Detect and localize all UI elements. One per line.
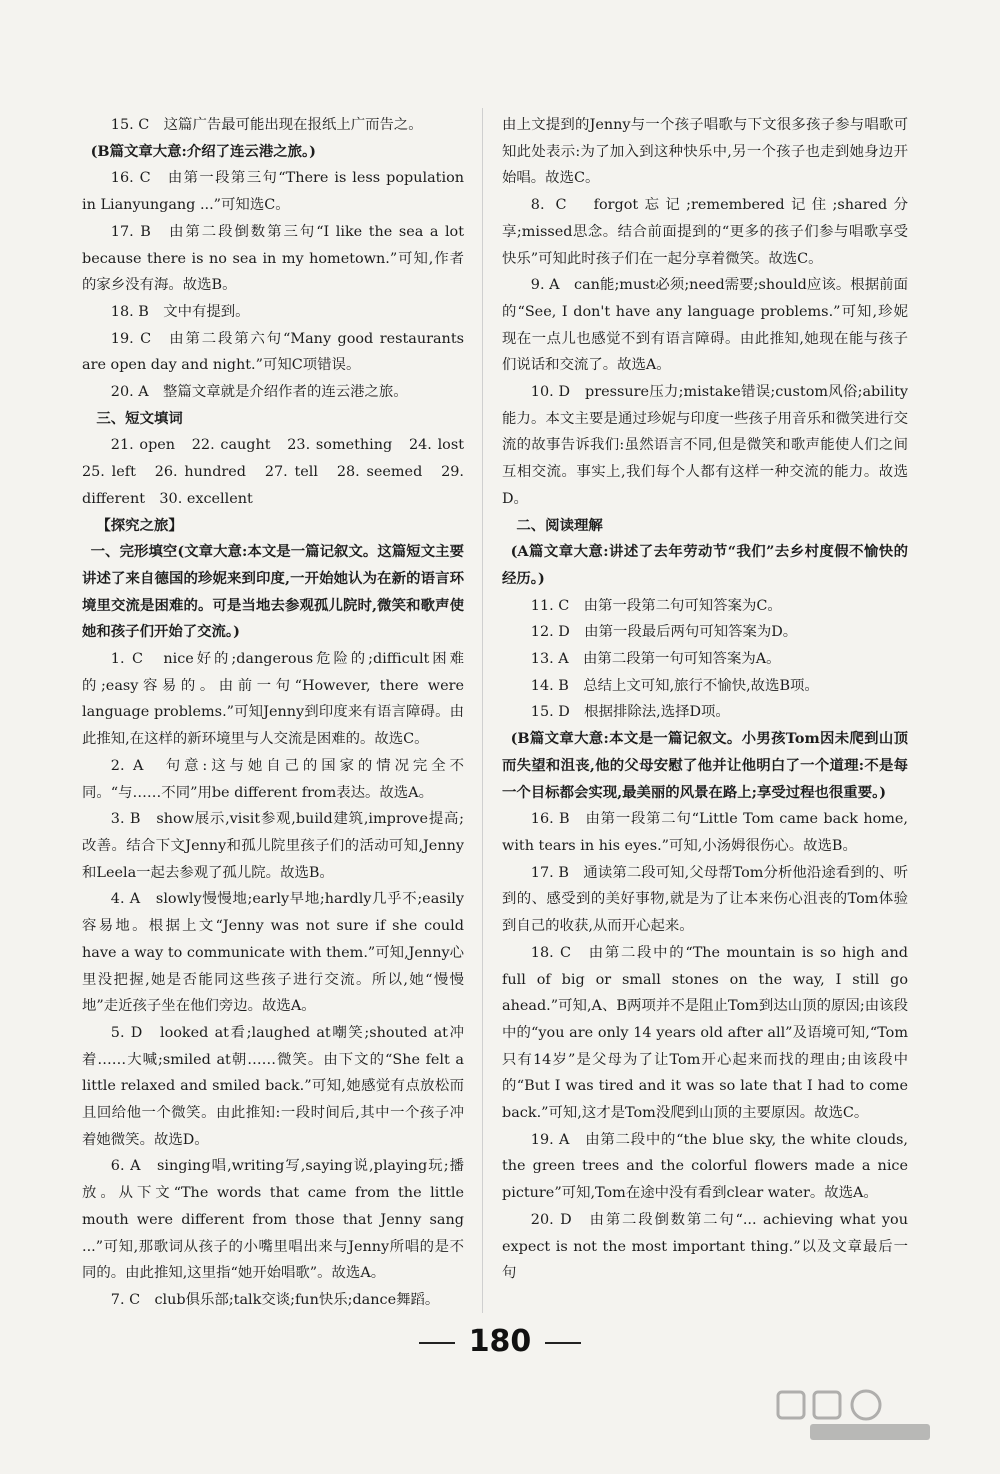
answer-paragraph: 1. C nice好的;dangerous危险的;difficult困难的;easy容易的。由前一句“However, there were language problems.”可知Jenny到印度来有语言障碍。由此推知,在这样的新环境里与人交流是困难的。故选C。	[82, 651, 464, 748]
answer-paragraph: 14. B 总结上文可知,旅行不愉快,故选B项。	[530, 677, 819, 694]
answer-paragraph: 18. C 由第二段中的“The mountain is so high and full of big or small stones on the way, I still go ahead.”可知,A、B两项并不是阻止Tom到达山顶的原因;由该段中的“you are only 14 years old after all”及语境可知,“Tom只有14岁”是父母为了让Tom开心起来而找的理由;由该段中的“But I was tired and it was so late that I had to come back.”可知,这才是Tom没爬到山顶的主要原因。故选C。	[502, 944, 908, 1122]
left-column	[82, 112, 479, 1314]
answer-paragraph: 20. A 整篇文章就是介绍作者的连云港之旅。	[110, 384, 408, 401]
answer-paragraph: 17. B 通读第二段可知,父母帮Tom分析他沿途看到的、听到的、感受到的美好事物,就是为了让本来伤心沮丧的Tom体验到自己的收获,从而开心起来。	[502, 864, 908, 935]
answer-paragraph: 3. B show展示,visit参观,build建筑,improve提高;改善。结合下文Jenny和孤儿院里孩子们的活动可知,Jenny和Leela一起去参观了孤儿院。故选B。	[82, 811, 464, 881]
answer-paragraph: 13. A 由第二段第一句可知答案为A。	[530, 651, 781, 668]
answer-paragraph: 12. D 由第一段最后两句可知答案为D。	[530, 624, 798, 641]
page-number: 180	[0, 1324, 1000, 1359]
answer-paragraph: 7. C club俱乐部;talk交谈;fun快乐;dance舞蹈。	[110, 1291, 440, 1308]
answer-paragraph: 5. D looked at看;laughed at嘲笑;shouted at冲着……大喊;smiled at朝……微笑。由下文的“She felt a little relaxed and smiled back.”可知,她感觉有点放松而且回给他一个微笑。由此推知:一段时间后,其中一个孩子冲着她微笑。故选D。	[82, 1024, 464, 1148]
answer-paragraph: 16. C 由第一段第三句“There is less population in Lianyungang ...”可知选C。	[82, 170, 464, 214]
answer-paragraph: 17. B 由第二段倒数第三句“I like the sea a lot because there is no sea in my hometown.”可知,作者的家乡没有海。故选B。	[82, 223, 464, 294]
answer-paragraph: 21. open 22. caught 23. something 24. lost 25. left 26. hundred 27. tell 28. seemed 29. different 30. excellent	[82, 437, 479, 507]
answer-paragraph: 8. C forgot忘记;remembered记住;shared分享;missed思念。结合前面提到的“更多的孩子们参与唱歌享受快乐”可知此时孩子们在一起分享着微笑。故选C。	[502, 197, 908, 267]
answer-paragraph: 19. A 由第二段中的“the blue sky, the white clouds, the green trees and the colorful flowers made a nice picture”可知,Tom在途中没有看到clear water。故选A。	[502, 1131, 908, 1202]
answer-paragraph: 2. A 句意:这与她自己的国家的情况完全不同。“与……不同”用be different from表达。故选A。	[82, 757, 464, 801]
article-summary: (B篇文章大意:本文是一篇记叙文。小男孩Tom因未爬到山顶而失望和沮丧,他的父母安慰了他并让他明白了一个道理:不是每一个目标都会实现,最美丽的风景在路上;享受过程也很重要。)	[502, 730, 908, 801]
section-heading: 三、短文填词	[96, 409, 183, 427]
watermark-logo	[770, 1386, 970, 1446]
answer-paragraph: 20. D 由第二段倒数第二句“... achieving what you expect is not the most important thing.”以及文章最后一句	[502, 1211, 908, 1282]
section-heading: 二、阅读理解	[516, 516, 603, 534]
answer-paragraph: 11. C 由第一段第二句可知答案为C。	[530, 597, 782, 614]
column-divider	[482, 108, 483, 1313]
section-heading: 【探究之旅】	[96, 516, 183, 534]
right-column	[502, 112, 908, 1287]
answer-paragraph: 19. C 由第二段第六句“Many good restaurants are open day and night.”可知C项错误。	[82, 330, 464, 374]
answer-paragraph: 6. A singing唱,writing写,saying说,playing玩;播放。从下文“The words that came from the little mouth were different from those that Jenny sang ...”可知,那歌词从孩子的小嘴里唱出来与Jenny所唱的是不同的。由此推知,这里指“她开始唱歌”。故选A。	[82, 1158, 464, 1282]
answer-paragraph: 15. D 根据排除法,选择D项。	[530, 704, 730, 721]
answer-paragraph: 15. C 这篇广告最可能出现在报纸上广而告之。	[110, 117, 423, 133]
answer-paragraph: 18. B 文中有提到。	[110, 303, 250, 320]
article-summary: 一、完形填空(文章大意:本文是一篇记叙文。这篇短文主要讲述了来自德国的珍妮来到印度,一开始她认为在新的语言环境里交流是困难的。可是当地去参观孤儿院时,微笑和歌声使她和孩子们开始了交流。)	[82, 543, 464, 641]
answer-paragraph: 由上文提到的Jenny与一个孩子唱歌与下文很多孩子参与唱歌可知此处表示:为了加入到这种快乐中,另一个孩子也走到她身边开始唱。故选C。	[502, 117, 908, 187]
article-summary: (A篇文章大意:讲述了去年劳动节“我们”去乡村度假不愉快的经历。)	[502, 543, 908, 587]
article-summary: (B篇文章大意:介绍了连云港之旅。)	[90, 142, 316, 160]
answer-paragraph: 16. B 由第一段第二句“Little Tom came back home, with tears in his eyes.”可知,小汤姆很伤心。故选B。	[502, 811, 908, 854]
answer-paragraph: 10. D pressure压力;mistake错误;custom风俗;ability能力。本文主要是通过珍妮与印度一些孩子用音乐和微笑进行交流的故事告诉我们:虽然语言不同,但是微笑和歌声能使人们之间互相交流。事实上,我们每个人都有这样一种交流的能力。故选D。	[502, 384, 908, 507]
answer-paragraph: 9. A can能;must必须;need需要;should应该。根据前面的“See, I don't have any language problems.”可知,珍妮现在一点儿也感觉不到有语言障碍。由此推知,她现在能与孩子们说话和交流了。故选A。	[502, 277, 908, 374]
answer-paragraph: 4. A slowly慢慢地;early早地;hardly几乎不;easily容易地。根据上文“Jenny was not sure if she could have a way to communicate with them.”可知,Jenny心里没把握,她是否能同这些孩子进行交流。所以,她“慢慢地”走近孩子坐在他们旁边。故选A。	[82, 891, 464, 1015]
